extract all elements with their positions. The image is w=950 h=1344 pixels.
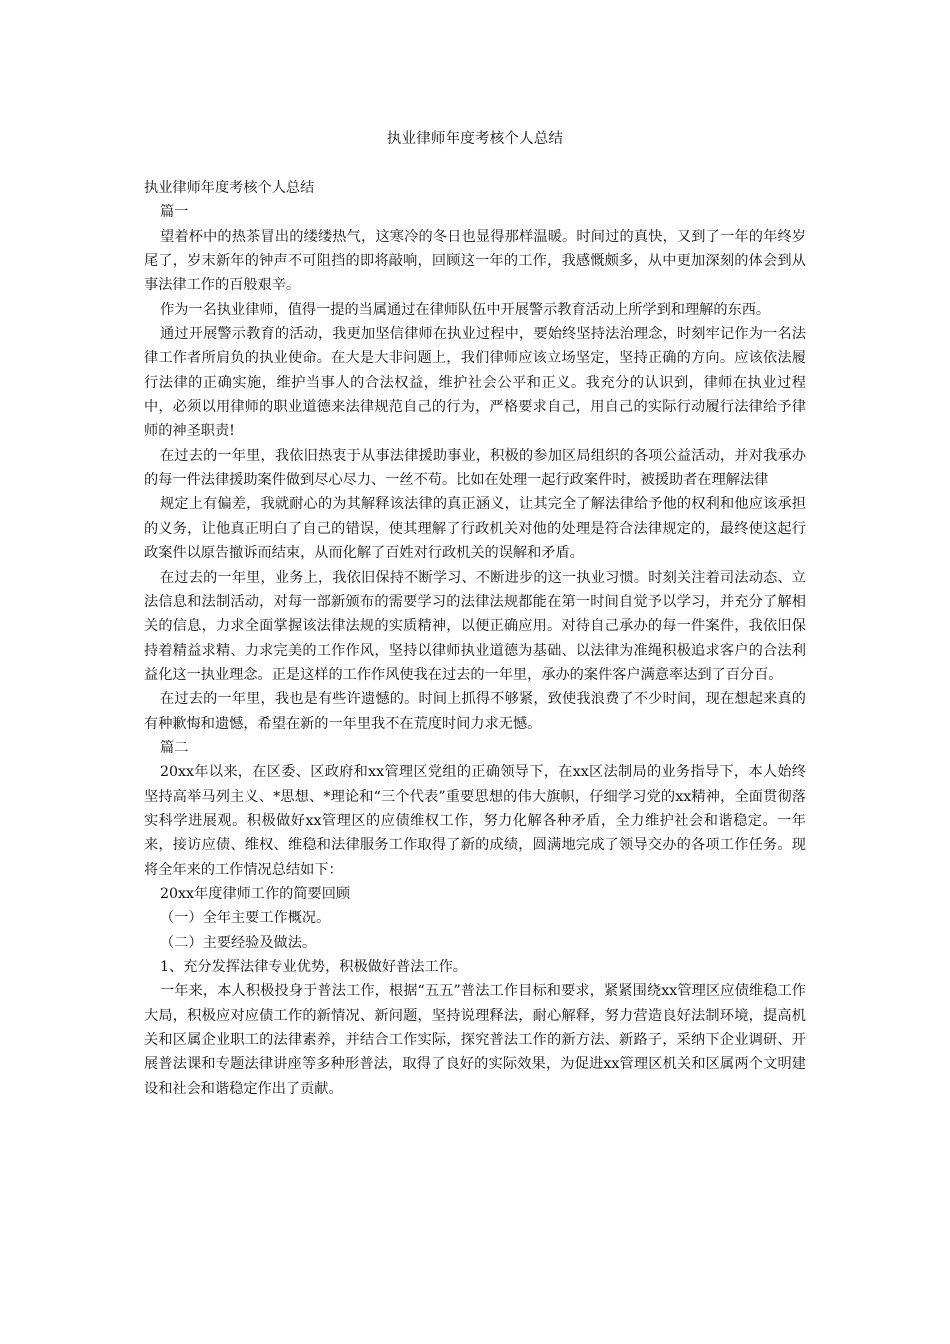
paragraph: 篇一 — [160, 204, 189, 221]
paragraph: 篇二 — [160, 739, 189, 756]
paragraph: 规定上有偏差，我就耐心的为其解释该法律的真正涵义，让其完全了解法律给予他的权利和他应该承担的义务，让他真正明白了自己的错误，使其理解了行政机关对他的处理是符合法律规定的，最终使这起行政案件以原告撤诉而结束，从而化解了百姓对行政机关的误解和矛盾。 — [144, 496, 806, 562]
paragraph: 在过去的一年里，我也是有些许遗憾的。时间上抓得不够紧，致使我浪费了不少时间，现在想起来真的有种歉悔和遗憾，希望在新的一年里我不在荒度时间力求无憾。 — [144, 691, 806, 732]
page-title: 执业律师年度考核个人总结 — [386, 131, 564, 147]
paragraph: 20xx年度律师工作的简要回顾 — [160, 885, 351, 902]
paragraph: 1、充分发挥法律专业优势，积极做好普法工作。 — [160, 959, 467, 975]
paragraph: 在过去的一年里，我依旧热衷于从事法律援助事业，积极的参加区局组织的各项公益活动，并对我承办的每一件法律援助案件做到尽心尽力、一丝不苟。比如在处理一起行政案件时，被援助者在理解法律 — [144, 447, 806, 489]
paragraph: （二）主要经验及做法。 — [160, 934, 317, 951]
paragraph: 一年来，本人积极投身于普法工作，根据“五五”普法工作目标和要求，紧紧围绕xx管理区应债维稳工作大局，积极应对应债工作的新情况、新问题，坚持说理释法，耐心解释，努力营造良好法制环境，提高机关和区属企业职工的法律素养，并结合工作实际，探究普法工作的新方法、新路子，采纳下企业调研、开展普法课和专题法律讲座等多种形普法，取得了良好的实际效果，为促进xx管理区机关和区属两个文明建设和社会和谐稳定作出了贡献。 — [144, 983, 806, 1097]
document-body — [144, 176, 806, 1101]
paragraph: （一）全年主要工作概况。 — [160, 910, 331, 927]
paragraph: 20xx年以来，在区委、区政府和xx管理区党组的正确领导下，在xx区法制局的业务指导下，本人始终坚持高举马列主义、*思想、*理论和“三个代表”重要思想的伟大旗帜，仔细学习党的xx精神，全面贯彻落实科学进展观。积极做好xx管理区的应债维权工作，努力化解各种矛盾，全力维护社会和谐稳定。一年来，接访应债、维权、维稳和法律服务工作取得了新的成绩，圆满地完成了领导交办的各项工作任务。现将全年来的工作情况总结如下： — [144, 764, 806, 878]
paragraph: 通过开展警示教育的活动，我更加坚信律师在执业过程中，要始终坚持法治理念，时刻牢记作为一名法律工作者所肩负的执业使命。在大是大非问题上，我们律师应该立场坚定，坚持正确的方向。应该依法履行法律的正确实施，维护当事人的合法权益，维护社会公平和正义。我充分的认识到，律师在执业过程中，必须以用律师的职业道德来法律规范自己的行为，严格要求自己，用自己的实际行动履行法律给予律师的神圣职责! — [144, 326, 806, 440]
paragraph: 在过去的一年里，业务上，我依旧保持不断学习、不断进步的这一执业习惯。时刻关注着司法动态、立法信息和法制活动，对每一部新颁布的需要学习的法律法规都能在第一时间自觉予以学习，并充分了解相关的信息，力求全面掌握该法律法规的实质精神，以便正确应用。对待自己承办的每一件案件，我依旧保持着精益求精、力求完美的工作作风，坚持以律师执业道德为基础、以法律为准绳积极追求客户的合法利益化这一执业理念。正是这样的工作作风使我在过去的一年里，承办的案件客户满意率达到了百分百。 — [144, 569, 806, 683]
section-heading: 执业律师年度考核个人总结 — [144, 180, 315, 196]
paragraph: 望着杯中的热茶冒出的缕缕热气，这寒冷的冬日也显得那样温暖。时间过的真快，又到了一年的年终岁尾了，岁末新年的钟声不可阻挡的即将敲响，回顾这一年的工作，我感慨颇多，从中更加深刻的体会到从事法律工作的百般艰辛。 — [144, 228, 806, 294]
paragraph: 作为一名执业律师，值得一提的当属通过在律师队伍中开展警示教育活动上所学到和理解的东西。 — [160, 301, 771, 318]
